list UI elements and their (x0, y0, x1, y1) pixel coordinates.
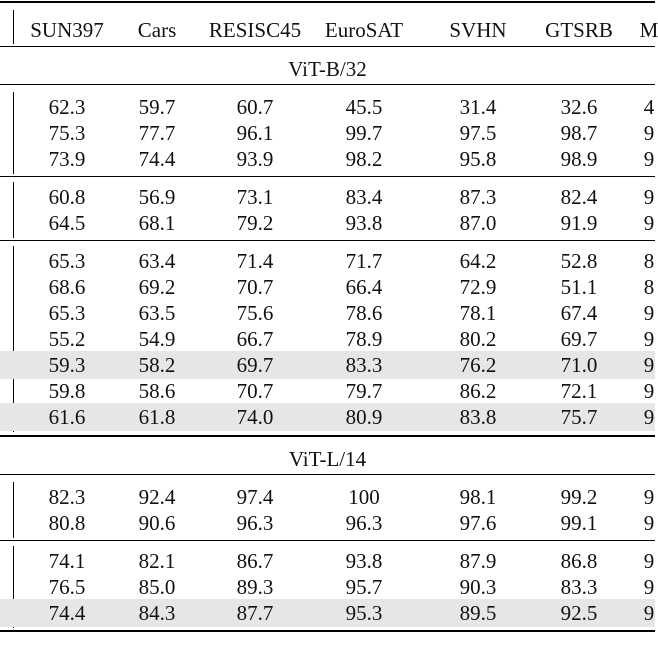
table-cell: 9 (643, 601, 655, 625)
table-cell: 9 (643, 185, 655, 209)
table-cell: 9 (643, 511, 655, 535)
table-cell: 59.3 (48, 353, 86, 377)
table-cell: 9 (643, 549, 655, 573)
table-cell: 74.1 (48, 549, 86, 573)
table-cell: 82.4 (560, 185, 598, 209)
table-cell: 87.3 (459, 185, 497, 209)
table-cell: 99.1 (560, 511, 598, 535)
table-cell: 60.8 (48, 185, 86, 209)
section-divider (0, 435, 655, 437)
table-cell: 71.7 (345, 249, 383, 273)
section-rule-1 (0, 84, 655, 85)
table-cell: 8 (643, 275, 655, 299)
table-cell: 80.9 (345, 405, 383, 429)
table-cell: 80.8 (48, 511, 86, 535)
table-cell: 69.7 (236, 353, 274, 377)
table-cell: 93.8 (345, 211, 383, 235)
column-header: EuroSAT (324, 18, 404, 42)
table-cell: 76.5 (48, 575, 86, 599)
table-cell: 68.6 (48, 275, 86, 299)
table-cell: 69.7 (560, 327, 598, 351)
group-rule-1 (0, 176, 655, 177)
column-header: RESISC45 (208, 18, 302, 42)
table-cell: 61.6 (48, 405, 86, 429)
table-cell: 92.4 (138, 485, 176, 509)
table-cell: 78.9 (345, 327, 383, 351)
column-header: GTSRB (545, 18, 613, 42)
table-cell: 87.9 (459, 549, 497, 573)
table-cell: 59.7 (138, 95, 176, 119)
table-cell: 95.3 (345, 601, 383, 625)
group-separator (13, 92, 14, 174)
table-cell: 62.3 (48, 95, 86, 119)
table-cell: 64.5 (48, 211, 86, 235)
table-cell: 86.8 (560, 549, 598, 573)
table-cell: 83.3 (560, 575, 598, 599)
table-cell: 91.9 (560, 211, 598, 235)
table-cell: 64.2 (459, 249, 497, 273)
table-cell: 98.1 (459, 485, 497, 509)
table-cell: 78.6 (345, 301, 383, 325)
table-cell: 59.8 (48, 379, 86, 403)
table-cell: 100 (348, 485, 380, 509)
table-cell: 66.7 (236, 327, 274, 351)
table-cell: 63.5 (138, 301, 176, 325)
table-cell: 68.1 (138, 211, 176, 235)
table-cell: 70.7 (236, 379, 274, 403)
table-cell: 79.2 (236, 211, 274, 235)
table-cell: 58.6 (138, 379, 176, 403)
table-cell: 75.3 (48, 121, 86, 145)
table-cell: 9 (643, 405, 655, 429)
table-cell: 45.5 (345, 95, 383, 119)
table-cell: 98.2 (345, 147, 383, 171)
table-cell: 71.0 (560, 353, 598, 377)
table-cell: 71.4 (236, 249, 274, 273)
table-cell: 97.4 (236, 485, 274, 509)
table-cell: 72.1 (560, 379, 598, 403)
table-cell: 96.3 (345, 511, 383, 535)
table-cell: 92.5 (560, 601, 598, 625)
table-cell: 9 (643, 353, 655, 377)
table-cell: 51.1 (560, 275, 598, 299)
table-cell: 54.9 (138, 327, 176, 351)
highlighted-row (0, 403, 655, 431)
table-cell: 9 (643, 301, 655, 325)
table-cell: 95.8 (459, 147, 497, 171)
table-cell: 99.2 (560, 485, 598, 509)
table-cell: 97.5 (459, 121, 497, 145)
table-cell: 93.8 (345, 549, 383, 573)
table-cell: 83.8 (459, 405, 497, 429)
table-cell: 56.9 (138, 185, 176, 209)
table-cell: 82.1 (138, 549, 176, 573)
table-cell: 99.7 (345, 121, 383, 145)
group-rule-2 (0, 240, 655, 241)
column-header: SVHN (449, 18, 507, 42)
table-cell: 60.7 (236, 95, 274, 119)
table-cell: 70.7 (236, 275, 274, 299)
table-cell: 77.7 (138, 121, 176, 145)
table-cell: 89.3 (236, 575, 274, 599)
table-cell: 98.7 (560, 121, 598, 145)
table-cell: 74.0 (236, 405, 274, 429)
table-cell: 85.0 (138, 575, 176, 599)
table-cell: 63.4 (138, 249, 176, 273)
table-cell: 76.2 (459, 353, 497, 377)
table-cell: 90.3 (459, 575, 497, 599)
highlighted-row (0, 351, 655, 379)
table-cell: 73.1 (236, 185, 274, 209)
table-cell: 65.3 (48, 249, 86, 273)
column-header: Cars (137, 18, 177, 42)
table-cell: 86.2 (459, 379, 497, 403)
table-cell: 97.6 (459, 511, 497, 535)
table-cell: 32.6 (560, 95, 598, 119)
table-cell: 90.6 (138, 511, 176, 535)
header-separator (13, 10, 14, 44)
table-cell: 69.2 (138, 275, 176, 299)
table-cell: 8 (643, 249, 655, 273)
bottom-rule (0, 630, 655, 632)
top-rule (0, 1, 655, 3)
table-cell: 61.8 (138, 405, 176, 429)
table-cell: 9 (643, 147, 655, 171)
table-cell: 66.4 (345, 275, 383, 299)
group-separator (13, 182, 14, 238)
table-cell: 93.9 (236, 147, 274, 171)
table-cell: 67.4 (560, 301, 598, 325)
table-cell: 96.1 (236, 121, 274, 145)
table-cell: 74.4 (48, 601, 86, 625)
table-cell: 9 (643, 121, 655, 145)
group-separator (13, 482, 14, 538)
table-cell: 55.2 (48, 327, 86, 351)
table-cell: 83.3 (345, 353, 383, 377)
table-cell: 78.1 (459, 301, 497, 325)
table-cell: 4 (643, 95, 655, 119)
table-cell: 79.7 (345, 379, 383, 403)
section-rule-2 (0, 474, 655, 475)
table-cell: 84.3 (138, 601, 176, 625)
table-cell: 75.7 (560, 405, 598, 429)
section-title: ViT-B/32 (288, 57, 367, 81)
table-cell: 52.8 (560, 249, 598, 273)
table-cell: 98.9 (560, 147, 598, 171)
header-rule (0, 46, 655, 47)
column-header: SUN397 (30, 18, 104, 42)
table-cell: 9 (643, 485, 655, 509)
table-cell: 9 (643, 379, 655, 403)
table-cell: 82.3 (48, 485, 86, 509)
table-cell: 9 (643, 211, 655, 235)
section-title: ViT-L/14 (288, 447, 367, 471)
table-cell: 73.9 (48, 147, 86, 171)
table-cell: 65.3 (48, 301, 86, 325)
table-cell: 58.2 (138, 353, 176, 377)
table-cell: 87.7 (236, 601, 274, 625)
table-cell: 87.0 (459, 211, 497, 235)
table-cell: 95.7 (345, 575, 383, 599)
table-cell: 74.4 (138, 147, 176, 171)
table-cell: 86.7 (236, 549, 274, 573)
column-header: M (639, 18, 658, 42)
table-cell: 31.4 (459, 95, 497, 119)
table-cell: 75.6 (236, 301, 274, 325)
table-cell: 89.5 (459, 601, 497, 625)
group-rule-3 (0, 540, 655, 541)
table-cell: 72.9 (459, 275, 497, 299)
table-cell: 96.3 (236, 511, 274, 535)
table-cell: 83.4 (345, 185, 383, 209)
table-cell: 9 (643, 575, 655, 599)
highlighted-row (0, 599, 655, 627)
table-cell: 80.2 (459, 327, 497, 351)
table-cell: 9 (643, 327, 655, 351)
